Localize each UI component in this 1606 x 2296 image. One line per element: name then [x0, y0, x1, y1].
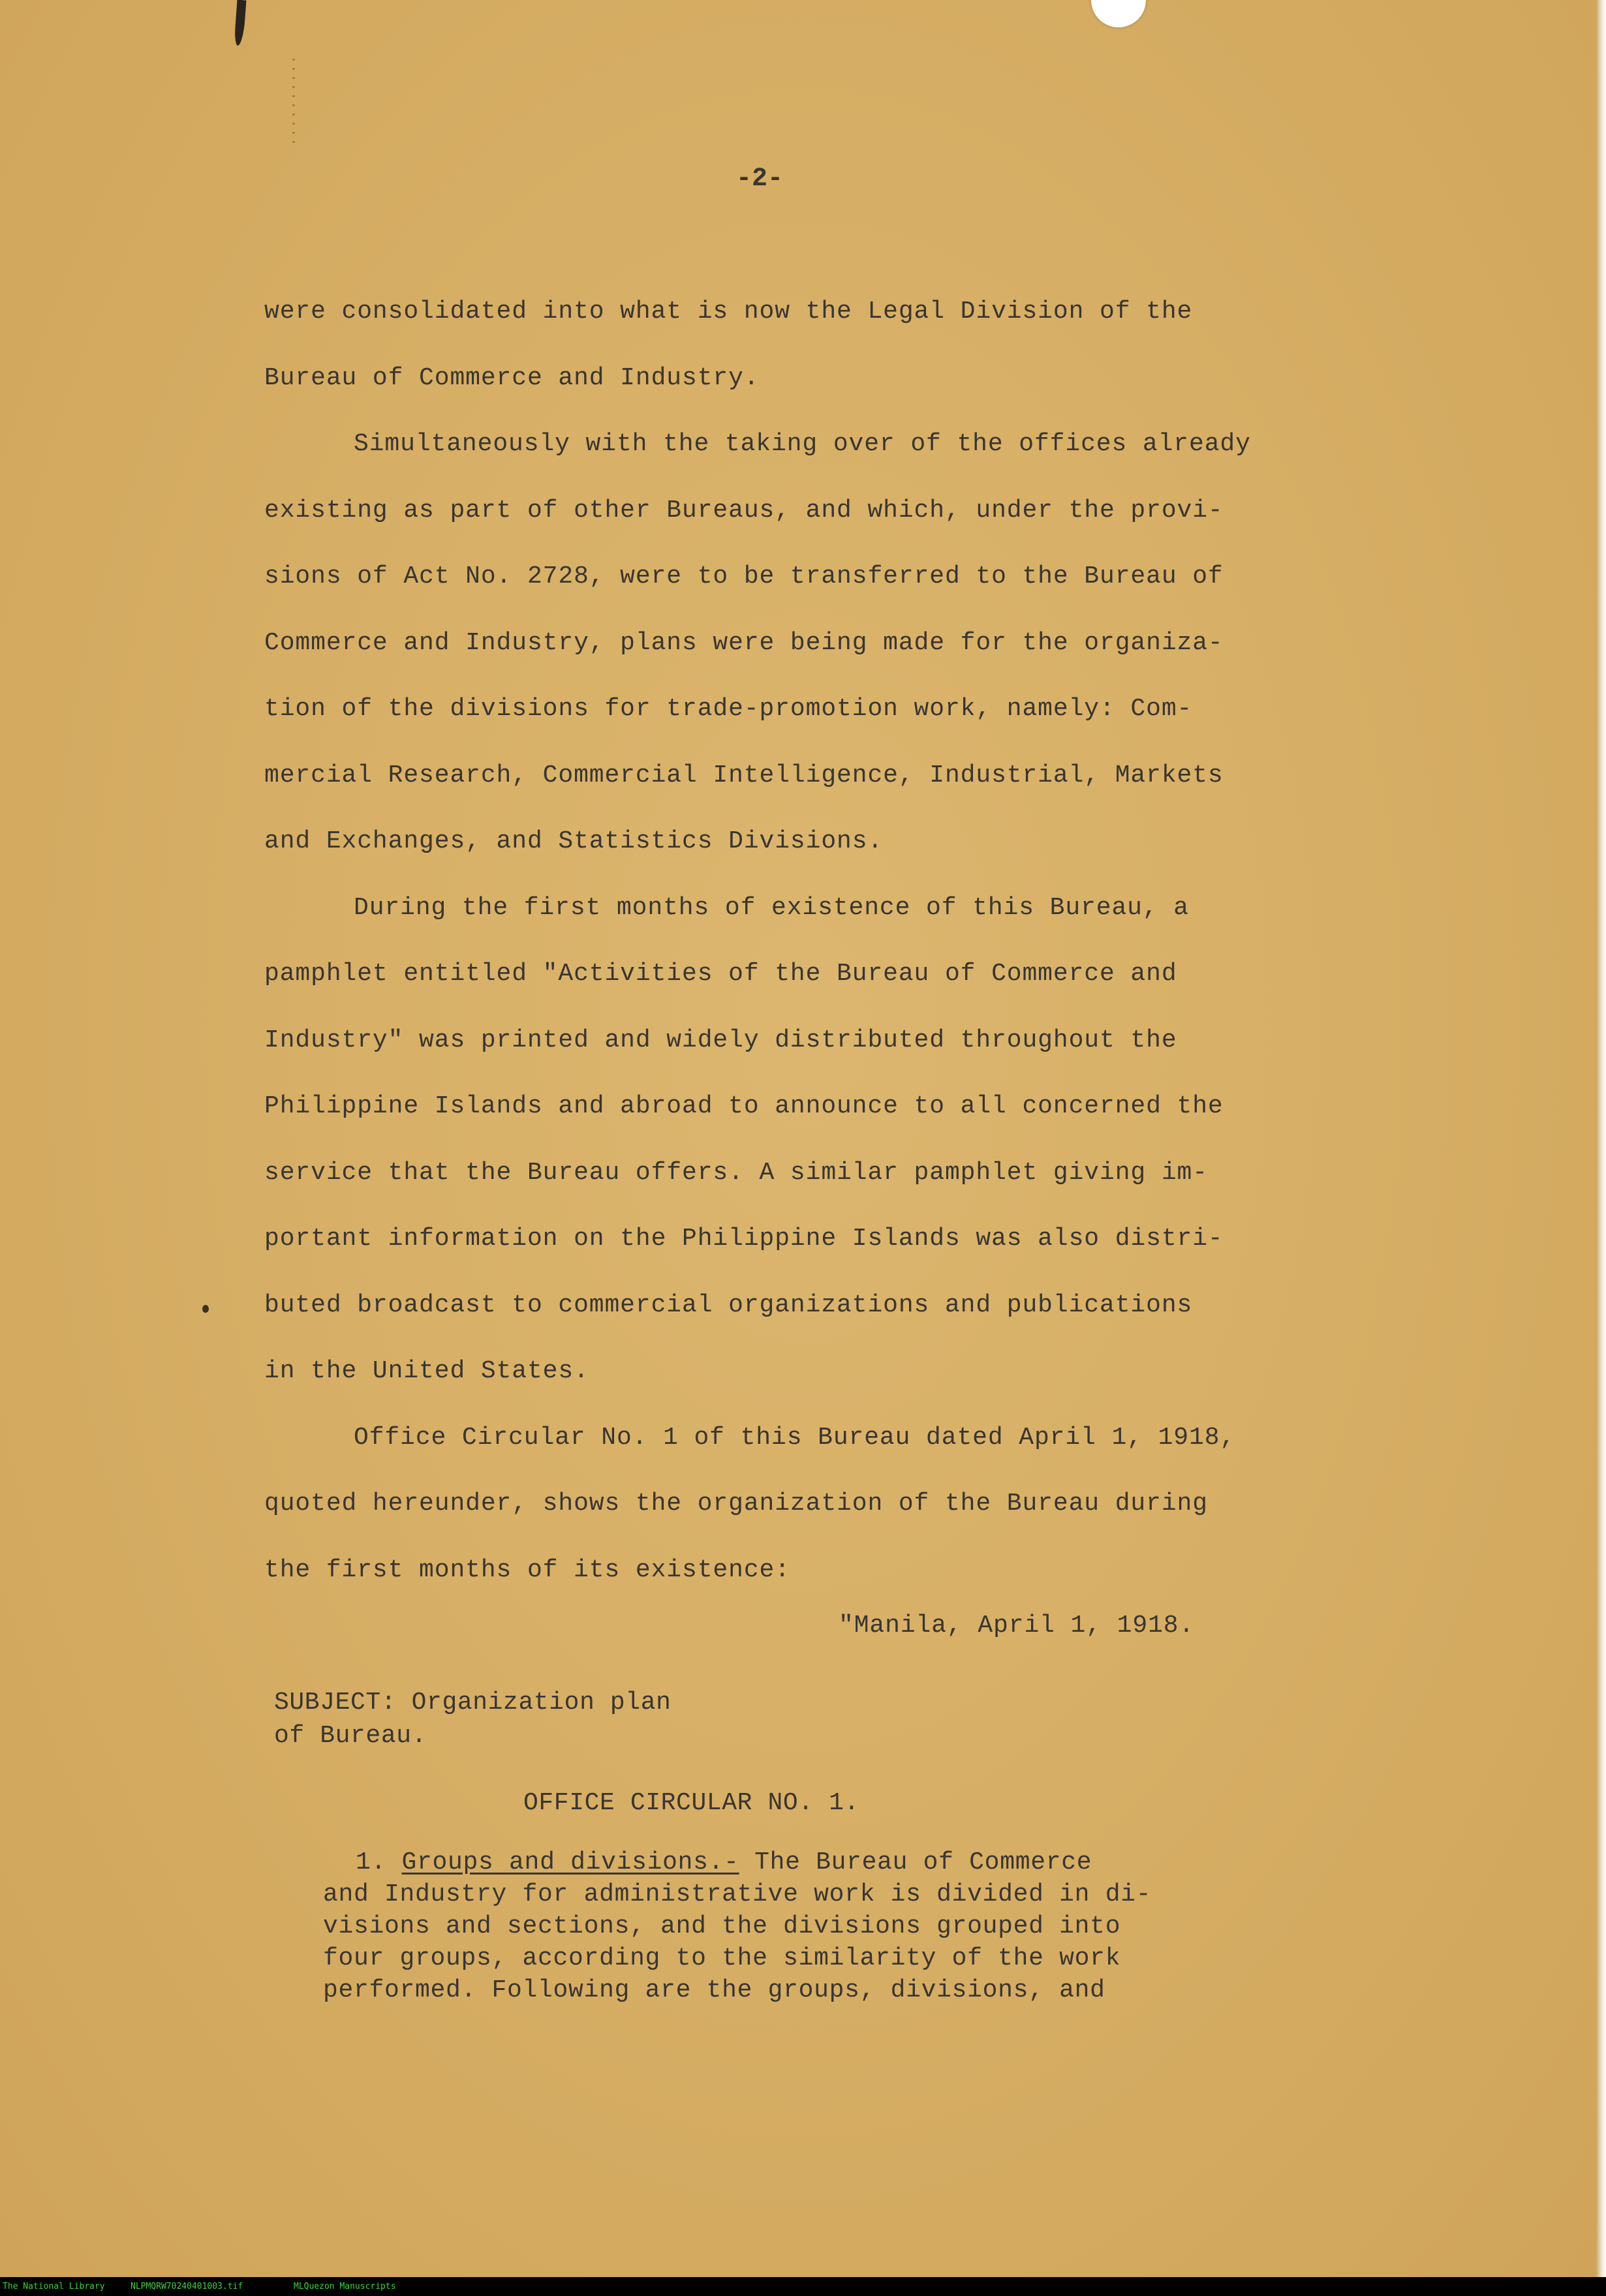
text-line: Office Circular No. 1 of this Bureau dated April 1, 1918, [354, 1423, 1236, 1452]
circular-section [323, 1846, 1237, 2006]
footer-file: NLPMQRW70240401003.tif [131, 2282, 243, 2291]
page-number: -2- [736, 164, 784, 194]
footer-library: The National Library [3, 2282, 105, 2291]
text-line: During the first months of existence of this Bureau, a [354, 893, 1189, 922]
paper-edge [1596, 0, 1606, 2277]
text-line: Simultaneously with the taking over of the offices already [354, 430, 1251, 458]
section-text: The Bureau of Commerce [739, 1848, 1092, 1876]
section-first-line [323, 1846, 1237, 1878]
text-line: in the United States. [264, 1357, 589, 1385]
subject-line: of Bureau. [274, 1722, 427, 1750]
text-line: existing as part of other Bureaus, and which, under the provi- [264, 496, 1224, 525]
text-line: service that the Bureau offers. A similar pamphlet giving im- [264, 1158, 1208, 1187]
text-line: visions and sections, and the divisions grouped into [323, 1912, 1121, 1940]
section-title: Groups and divisions.- [401, 1848, 739, 1876]
dateline: "Manila, April 1, 1918. [839, 1612, 1195, 1640]
text-line: portant information on the Philippine Islands was also distri- [264, 1225, 1224, 1253]
text-line: Bureau of Commerce and Industry. [264, 363, 760, 392]
text-line: quoted hereunder, shows the organization of the Bureau during [264, 1490, 1208, 1518]
text-line: Industry" was printed and widely distributed throughout the [264, 1026, 1177, 1054]
body-text [264, 292, 1321, 1617]
ink-smudge [234, 0, 247, 46]
subject-line: SUBJECT: Organization plan [274, 1689, 672, 1717]
section-number: 1. [356, 1848, 387, 1876]
text-line: four groups, according to the similarity of the work [323, 1944, 1121, 1972]
text-line: mercial Research, Commercial Intelligence, Industrial, Markets [264, 761, 1224, 789]
text-line: the first months of its existence: [264, 1555, 790, 1584]
text-line: and Exchanges, and Statistics Divisions. [264, 827, 884, 855]
text-line: sions of Act No. 2728, were to be transferred to the Bureau of [264, 562, 1224, 590]
circular-heading: OFFICE CIRCULAR NO. 1. [523, 1789, 859, 1817]
text-line: pamphlet entitled "Activities of the Bureau of Commerce and [264, 960, 1177, 988]
margin-mark [202, 1305, 209, 1313]
paper-speckle [292, 59, 295, 150]
subject-block [274, 1686, 672, 1753]
text-line: Philippine Islands and abroad to announce to all concerned the [264, 1092, 1224, 1120]
archive-footer [0, 2277, 1606, 2296]
text-line: buted broadcast to commercial organizations and publications [264, 1291, 1193, 1319]
text-line: tion of the divisions for trade-promotion work, namely: Com- [264, 695, 1193, 723]
text-line: performed. Following are the groups, divisions, and [323, 1976, 1105, 2004]
text-line: were consolidated into what is now the Legal Division of the [264, 298, 1193, 326]
text-line: Commerce and Industry, plans were being made for the organiza- [264, 628, 1224, 657]
footer-collection: MLQuezon Manuscripts [294, 2282, 396, 2291]
text-line: and Industry for administrative work is divided in di- [323, 1880, 1152, 1908]
punch-hole [1091, 0, 1146, 27]
